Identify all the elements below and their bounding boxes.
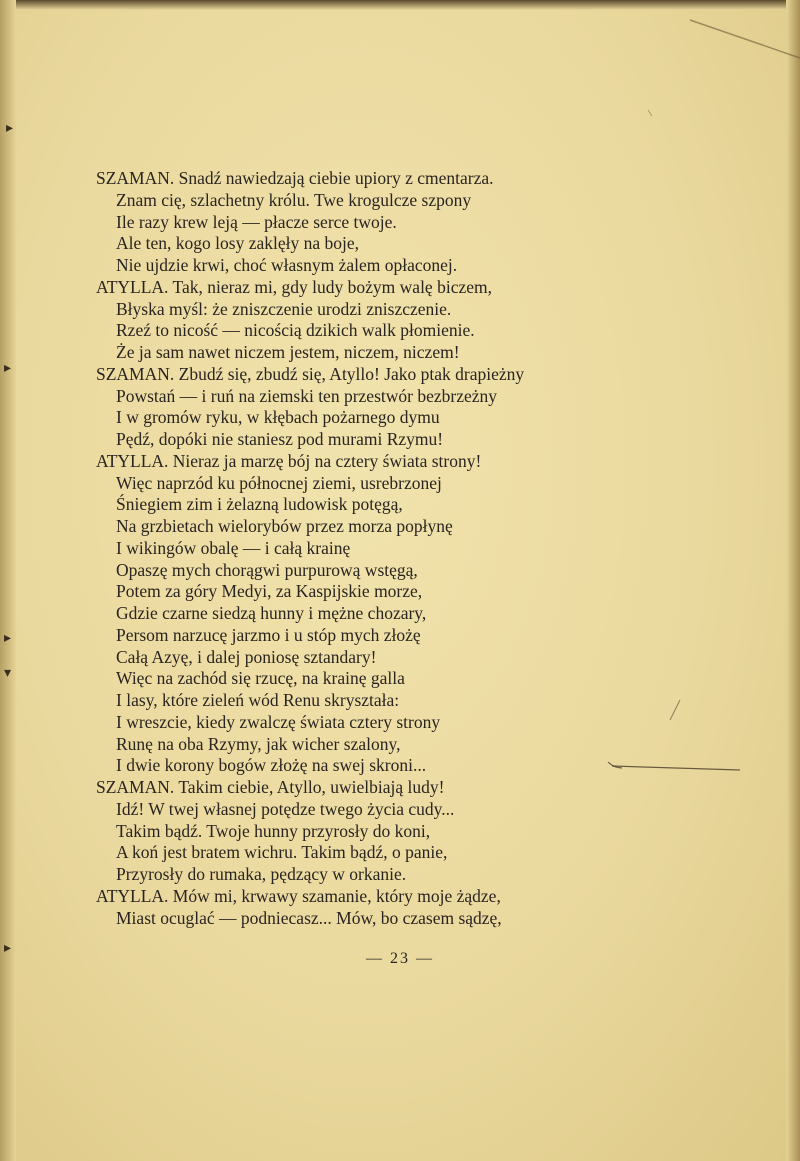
margin-mark: ▸ [4, 941, 12, 956]
verse-line: Miast ocuglać — podniecasz... Mów, bo czasem sądzę, [116, 907, 502, 928]
verse-line: I w gromów ryku, w kłębach pożarnego dymu [116, 407, 440, 428]
verse-line: Potem za góry Medyi, za Kaspijskie morze, [116, 581, 423, 602]
speaker-line: ATYLLA. Tak, nieraz mi, gdy ludy bożym walę biczem, [96, 276, 492, 297]
verse-line: Śniegiem zim i żelazną ludowisk potęgą, [116, 494, 403, 515]
verse-line: Runę na oba Rzymy, jak wicher szalony, [116, 733, 401, 754]
speaker-line: ATYLLA. Mów mi, krwawy szamanie, który moje żądze, [96, 885, 501, 906]
verse-line: I wreszcie, kiedy zwalczę świata cztery strony [116, 711, 441, 732]
verse-line: I lasy, które zieleń wód Renu skryształa: [116, 690, 400, 710]
verse-line: Pędź, dopóki nie staniesz pod murami Rzymu! [116, 429, 444, 449]
margin-mark: ▸ [6, 121, 14, 136]
verse-line: Ile razy krew leją — płacze serce twoje. [116, 211, 397, 232]
margin-mark: ▸ [4, 361, 12, 376]
page-number: — 23 — [366, 950, 434, 967]
verse-line: Więc na zachód się rzucę, na krainę galla [116, 668, 405, 689]
verse-line: Znam cię, szlachetny królu. Twe krogulcze szpony [116, 189, 472, 210]
verse-line: Powstań — i ruń na ziemski ten przestwór bezbrzeżny [116, 385, 497, 406]
verse-line: Persom narzucę jarzmo i u stóp mych złożę [116, 624, 421, 645]
verse-line: I dwie korony bogów złożę na swej skroni... [116, 755, 427, 776]
verse-line: Takim bądź. Twoje hunny przyrosły do koni, [116, 820, 431, 841]
verse-line: Gdzie czarne siedzą hunny i mężne chozary, [116, 603, 427, 623]
verse-line: Nie ujdzie krwi, choć własnym żalem opłaconej. [116, 255, 458, 275]
verse-line: Idź! W twej własnej potędze twego życia cudy... [116, 798, 455, 819]
margin-mark: ▸ [4, 631, 12, 646]
margin-mark: ▾ [4, 666, 12, 681]
verse-line: Opaszę mych chorągwi purpurową wstęgą, [116, 559, 418, 580]
verse-line: Więc naprzód ku północnej ziemi, usrebrzonej [116, 472, 442, 493]
speaker-line: SZAMAN. Takim ciebie, Atyllo, uwielbiają ludy! [96, 777, 445, 797]
verse-line: Na grzbietach wielorybów przez morza popłynę [116, 516, 453, 536]
verse-line: Rzeź to nicość — nicością dzikich walk płomienie. [116, 320, 475, 341]
speaker-line: SZAMAN. Snadź nawiedzają ciebie upiory z cmentarza. [96, 168, 494, 188]
verse-line: Ale ten, kogo losy zaklęły na boje, [116, 233, 359, 254]
verse-line: Całą Azyę, i dalej poniosę sztandary! [116, 646, 377, 667]
verse-line: A koń jest bratem wichru. Takim bądź, o panie, [116, 842, 448, 863]
speaker-line: SZAMAN. Zbudź się, zbudź się, Atyllo! Jako ptak drapieżny [96, 363, 525, 384]
verse-line: Przyrosły do rumaka, pędzący w orkanie. [116, 864, 407, 884]
verse-line: I wikingów obalę — i całą krainę [116, 537, 351, 558]
verse-line: Że ja sam nawet niczem jestem, niczem, niczem! [116, 342, 460, 362]
poem-text [96, 168, 746, 929]
speaker-line: ATYLLA. Nieraz ja marzę bój na cztery świata strony! [96, 450, 482, 471]
verse-line: Błyska myśl: że zniszczenie urodzi zniszczenie. [116, 298, 452, 319]
